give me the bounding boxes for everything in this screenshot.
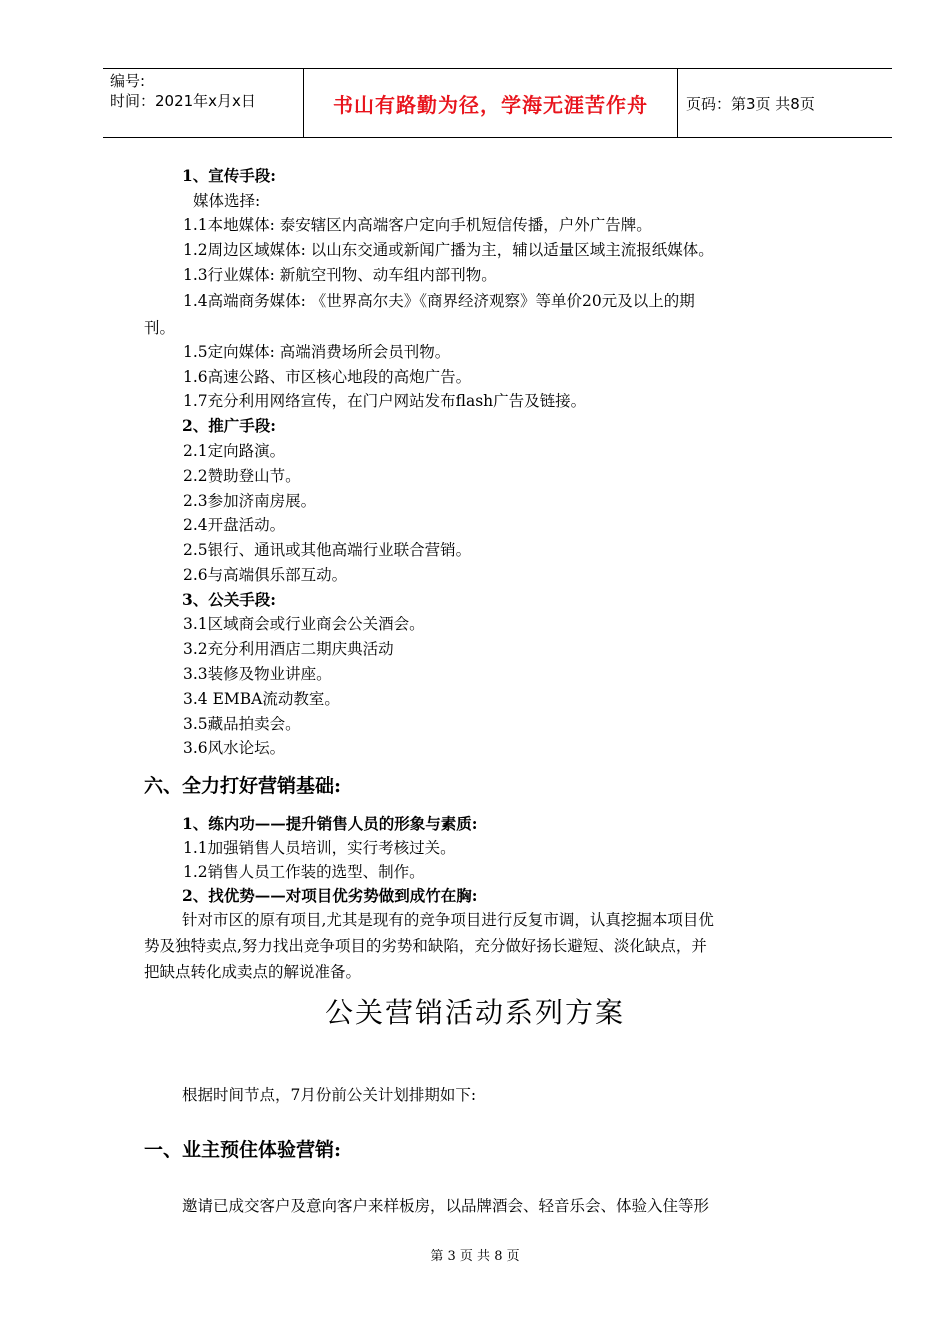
list-item: 2.5银行、通讯或其他高端行业联合营销。 bbox=[183, 541, 472, 559]
list-item: 3.6风水论坛。 bbox=[183, 739, 286, 757]
list-item: 1.2周边区域媒体: 以山东交通或新闻广播为主，辅以适量区域主流报纸媒体。 bbox=[183, 241, 714, 259]
number-label: 编号: bbox=[110, 72, 146, 90]
heading-publicity-means: 1、宣传手段: bbox=[182, 166, 277, 185]
media-selection-label: 媒体选择: bbox=[193, 192, 261, 210]
list-item: 2.6与高端俱乐部互动。 bbox=[183, 566, 348, 584]
list-item: 2.2赞助登山节。 bbox=[183, 467, 301, 485]
heading-pr-means: 3、公关手段: bbox=[182, 590, 277, 609]
list-item: 1.2销售人员工作装的选型、制作。 bbox=[183, 863, 425, 881]
list-item: 1.7充分利用网络宣传，在门户网站发布flash广告及链接。 bbox=[183, 392, 587, 410]
list-item: 1.4高端商务媒体: 《世界高尔夫》《商界经济观察》等单价20元及以上的期 bbox=[183, 292, 695, 310]
paragraph-line: 把缺点转化成卖点的解说准备。 bbox=[144, 963, 362, 981]
list-item: 1.1本地媒体: 泰安辖区内高端客户定向手机短信传播，户外广告牌。 bbox=[183, 216, 652, 234]
list-item: 1.6高速公路、市区核心地段的高炮广告。 bbox=[183, 368, 472, 386]
section-heading-one: 一、业主预住体验营销: bbox=[144, 1139, 342, 1161]
subheading-find-advantages: 2、找优势——对项目优劣势做到成竹在胸: bbox=[182, 886, 478, 905]
header-slogan: 书山有路勤为径，学海无涯苦作舟 bbox=[304, 69, 678, 137]
section-heading-six: 六、全力打好营销基础: bbox=[144, 775, 342, 797]
paragraph-line: 针对市区的原有项目,尤其是现有的竞争项目进行反复市调，认真挖掘本项目优 bbox=[182, 911, 714, 929]
list-item: 1.5定向媒体: 高端消费场所会员刊物。 bbox=[183, 343, 451, 361]
page-header bbox=[103, 68, 892, 138]
schedule-intro: 根据时间节点，7月份前公关计划排期如下: bbox=[182, 1086, 477, 1104]
list-item: 3.4 EMBA流动教室。 bbox=[183, 690, 340, 708]
list-item: 1.1加强销售人员培训，实行考核过关。 bbox=[183, 839, 456, 857]
list-item: 1.3行业媒体: 新航空刊物、动车组内部刊物。 bbox=[183, 266, 497, 284]
time-label: 时间：2021年x月x日 bbox=[110, 92, 256, 110]
list-item: 3.2充分利用酒店二期庆典活动 bbox=[183, 640, 394, 658]
list-item: 3.3装修及物业讲座。 bbox=[183, 665, 332, 683]
list-item: 2.1定向路演。 bbox=[183, 442, 286, 460]
document-section-title: 公关营销活动系列方案 bbox=[324, 996, 625, 1029]
header-meta bbox=[103, 69, 304, 137]
list-item-continued: 刊。 bbox=[144, 319, 176, 337]
paragraph-line: 势及独特卖点,努力找出竞争项目的劣势和缺陷，充分做好扬长避短、淡化缺点，并 bbox=[144, 937, 707, 955]
paragraph-line: 邀请已成交客户及意向客户来样板房，以品牌酒会、轻音乐会、体验入住等形 bbox=[182, 1197, 710, 1215]
subheading-internal-skills: 1、练内功——提升销售人员的形象与素质: bbox=[182, 814, 478, 833]
list-item: 3.5藏品拍卖会。 bbox=[183, 715, 301, 733]
page-footer: 第 3 页 共 8 页 bbox=[430, 1249, 520, 1264]
list-item: 3.1区域商会或行业商会公关酒会。 bbox=[183, 615, 425, 633]
list-item: 2.4开盘活动。 bbox=[183, 516, 286, 534]
header-page-number: 页码：第3页 共8页 bbox=[686, 94, 815, 113]
list-item: 2.3参加济南房展。 bbox=[183, 492, 317, 510]
heading-promotion-means: 2、推广手段: bbox=[182, 416, 277, 435]
